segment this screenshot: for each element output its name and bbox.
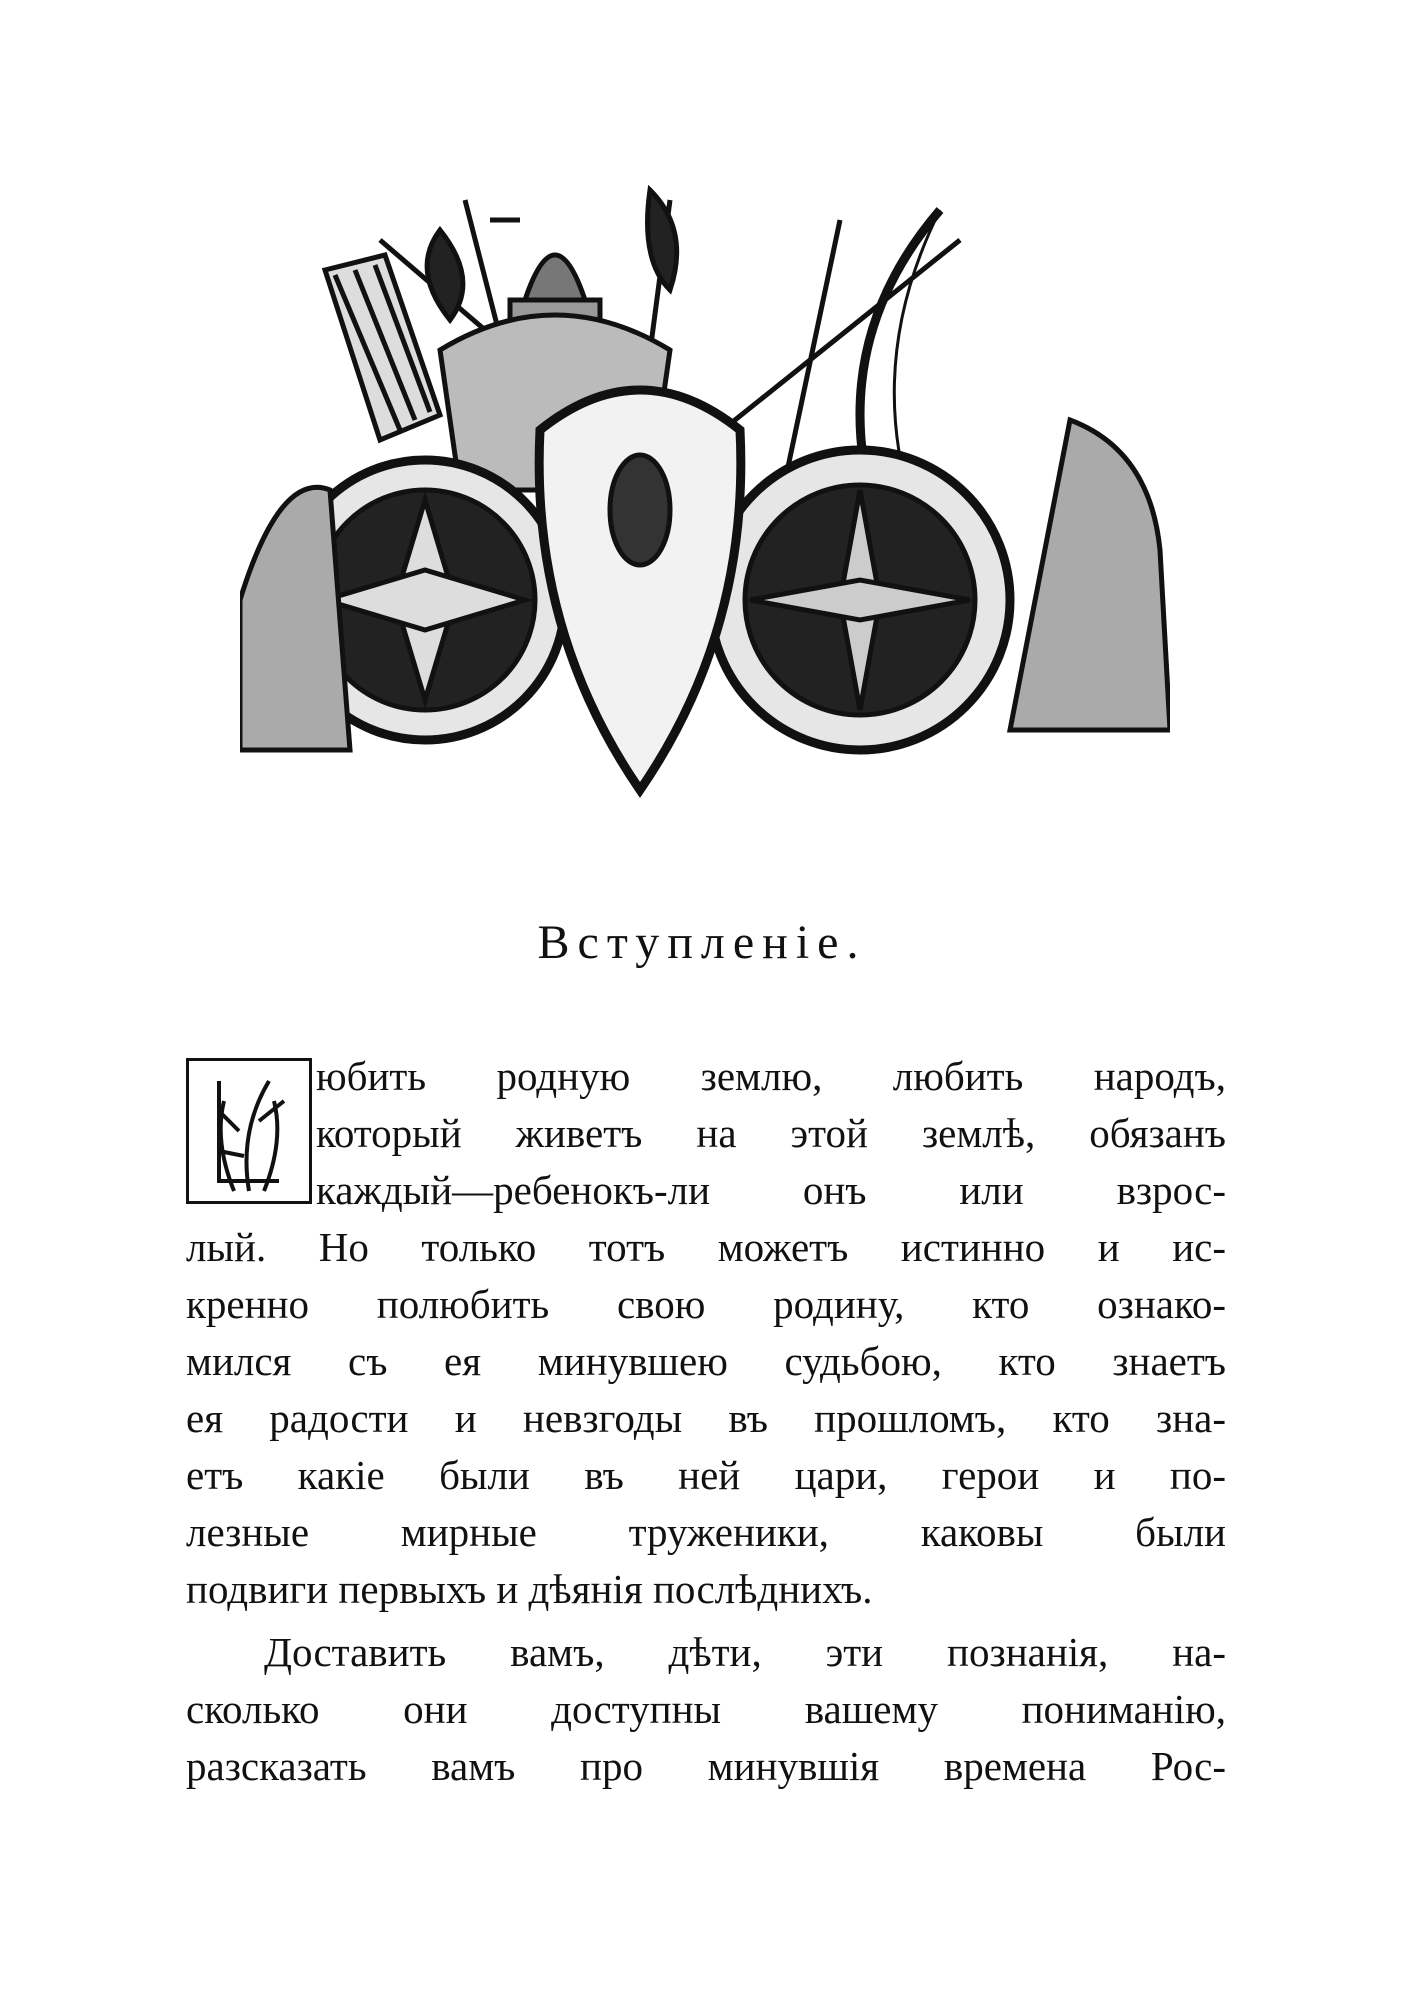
text-line-12: сколько они доступны вашему пониманію, [186,1686,1226,1732]
text-line-8: етъ какіе были въ ней цари, герои и по- [186,1452,1226,1498]
text-line-10: подвиги первыхъ и дѣянія послѣднихъ. [186,1566,873,1612]
weapons-trophy-illustration [240,180,1170,800]
text-line-4: лый. Но только тотъ можетъ истинно и ис- [186,1224,1226,1270]
text-line-5: кренно полюбить свою родину, кто ознако- [186,1281,1226,1327]
text-line-6: мился съ ея минувшею судьбою, кто знаетъ [186,1338,1226,1384]
text-line-3: каждый—ребенокъ-ли онъ или взрос- [316,1167,1226,1213]
text-line-13: разсказать вамъ про минувшія времена Рос- [186,1743,1226,1789]
drop-cap-initial [186,1058,312,1204]
ornament-plant-icon [189,1061,309,1201]
text-line-11: Доставить вамъ, дѣти, эти познанія, на- [264,1629,1226,1675]
text-line-9: лезные мирные труженики, каковы были [186,1509,1226,1555]
text-line-7: ея радости и невзгоды въ прошломъ, кто зна- [186,1395,1226,1441]
text-line-2: который живетъ на этой землѣ, обязанъ [316,1110,1226,1156]
chapter-heading: Вступленіе. [537,916,867,969]
text-line-1: юбить родную землю, любить народъ, [316,1053,1226,1099]
